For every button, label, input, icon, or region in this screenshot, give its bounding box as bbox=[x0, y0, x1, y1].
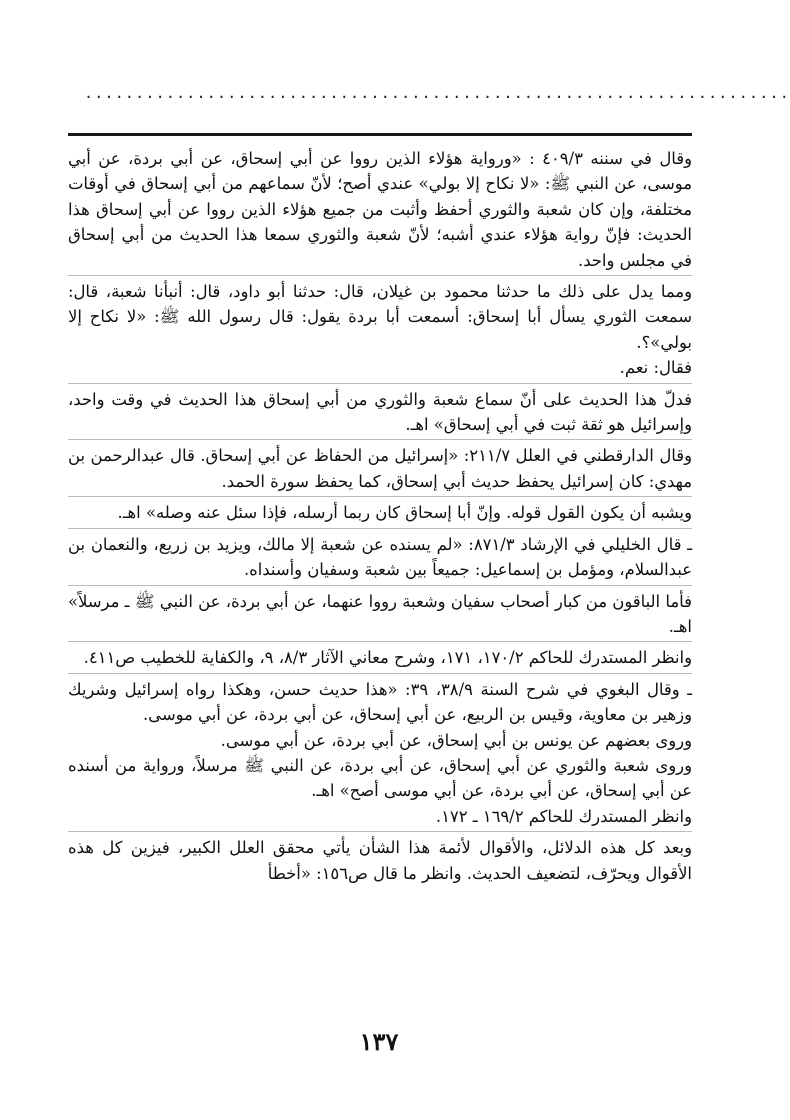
paragraph: وقال في سننه ٤٠٩/٣ : «ورواية هؤلاء الذين رووا عن أبي إسحاق، عن أبي بردة، عن أبي موسى، عن النبي ﷺ: «لا نكاح إلا بولي» عندي أصح؛ لأنّ سماعهم من أبي إسحاق في أوقات مختلفة، وإن كان شعبة والثوري أحفظ وأثبت من جميع هؤلاء الذين رووا عن أبي إسحاق هذا الحديث: فإنّ رواية هؤلاء عندي أشبه؛ لأنّ شعبة والثوري سمعا هذا الحديث من أبي إسحاق في مجلس واحد. bbox=[68, 149, 692, 270]
paragraph: ـ قال الخليلي في الإرشاد ٨٧١/٣: «لم يسنده عن شعبة إلا مالك، ويزيد بن زريع، والنعمان بن عبدالسلام، ومؤمل بن إسماعيل: جميعاً بين شعبة وسفيان وأسنداه. bbox=[68, 528, 692, 583]
paragraph: ومما يدل على ذلك ما حدثنا محمود بن غيلان، قال: حدثنا أبو داود، قال: أنبأنا شعبة، قال: سمعت الثوري يسأل أبا إسحاق: أسمعت أبا بردة يقول: قال رسول الله ﷺ: «لا نكاح إلا بولي»؟. bbox=[68, 275, 692, 355]
paragraph: ويشبه أن يكون القول قوله. وإنّ أبا إسحاق كان ربما أرسله، فإذا سئل عنه وصله» اهـ. bbox=[68, 496, 692, 525]
paragraph: ـ وقال البغوي في شرح السنة ٣٨/٩، ٣٩: «هذا حديث حسن، وهكذا رواه إسرائيل وشريك وزهير بن معاوية، وقيس بن الربيع، عن أبي إسحاق، عن أبي بردة، عن أبي موسى. bbox=[68, 673, 692, 728]
paragraph: وروى شعبة والثوري عن أبي إسحاق، عن أبي بردة، عن النبي ﷺ مرسلاً، ورواية من أسنده عن أبي إسحاق، عن أبي بردة، عن أبي موسى أصح» اهـ. bbox=[68, 755, 692, 801]
header-dotted-line: ..................................................................... bbox=[84, 84, 790, 102]
page-body bbox=[68, 146, 692, 886]
page-number: ١٣٧ bbox=[359, 1027, 399, 1056]
paragraph: فقال: نعم. bbox=[619, 358, 692, 378]
paragraph: وقال الدارقطني في العلل ٢١١/٧: «إسرائيل من الحفاظ عن أبي إسحاق. قال عبدالرحمن بن مهدي: كان إسرائيل يحفظ حديث أبي إسحاق، كما يحفظ سورة الحمد. bbox=[68, 439, 692, 494]
paragraph: فدلّ هذا الحديث على أنّ سماع شعبة والثوري من أبي إسحاق هذا الحديث في وقت واحد، وإسرائيل هو ثقة ثبت في أبي إسحاق» اهـ. bbox=[68, 383, 692, 438]
paragraph: وروى بعضهم عن يونس بن أبي إسحاق، عن أبي بردة، عن أبي موسى. bbox=[220, 730, 692, 750]
paragraph: وانظر المستدرك للحاكم ١٧٠/٢، ١٧١، وشرح معاني الآثار ٨/٣، ٩، والكفاية للخطيب ص٤١١. bbox=[68, 641, 692, 670]
paragraph: فأما الباقون من كبار أصحاب سفيان وشعبة رووا عنهما، عن أبي بردة، عن النبي ﷺ ـ مرسلاً» اهـ. bbox=[68, 585, 692, 640]
paragraph: وبعد كل هذه الدلائل، والأقوال لأئمة هذا الشأن يأتي محقق العلل الكبير، فيزين كل هذه الأقوال ويحرّف، لتضعيف الحديث. وانظر ما قال ص١٥٦: «أخطأ bbox=[68, 831, 692, 886]
header-rule bbox=[68, 133, 692, 136]
paragraph: وانظر المستدرك للحاكم ١٦٩/٢ ـ ١٧٢. bbox=[435, 806, 692, 826]
